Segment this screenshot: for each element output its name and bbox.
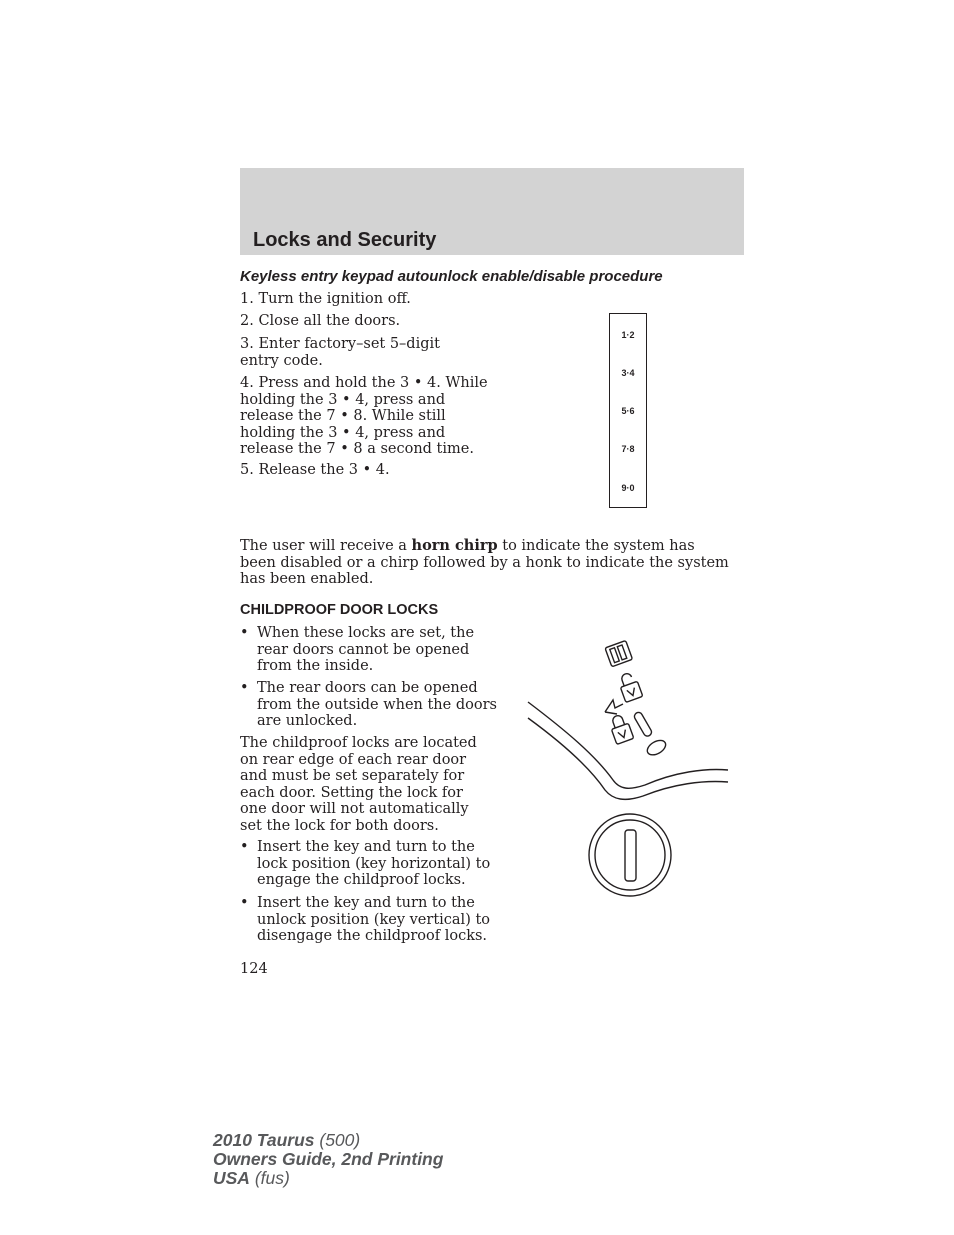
bullet-text: The rear doors can be opened from the outside when the doors are unlocked. [257,680,497,729]
step-3: 3. Enter factory–set 5–digit entry code. [240,336,440,369]
bullet-text: When these locks are set, the rear doors cannot be opened from the inside. [257,625,475,674]
result-text-after: to indicate the system has been disabled or a chirp followed by a honk to indicate the system has been enabled. [240,538,729,587]
bullet-text: Insert the key and turn to the lock position (key horizontal) to engage the childproof locks. [257,839,491,888]
bullet-text: Insert the key and turn to the unlock position (key vertical) to disengage the childproof locks. [257,895,491,944]
footer-model-name: 2010 Taurus [213,1130,315,1150]
bullet-dot: • [240,839,249,855]
lock-cylinder-icon [589,814,671,896]
section-header-band [240,168,744,255]
step-2: 2. Close all the doors. [240,313,401,329]
childproof-body: The childproof locks are located on rear edge of each rear door and must be set separately for each door. Setting the lock for one door will not automatically set the lock for both doors. [240,735,477,834]
footer-imprint [213,1131,443,1188]
footer-line-market [213,1169,443,1188]
bullet-dot: • [240,680,249,696]
footer-line-model [213,1131,443,1150]
result-paragraph [240,538,732,588]
footer-guide-edition: Owners Guide, 2nd Printing [213,1149,444,1169]
page-number: 124 [240,961,268,977]
keypad-key-5-6: 5·6 [621,406,635,416]
door-edge-inner-line [528,718,728,799]
step-5: 5. Release the 3 • 4. [240,462,390,478]
step-4: 4. Press and hold the 3 • 4. While holding the 3 • 4, press and release the 7 • 8. While still holding the 3 • 4, press and release the 7 • 8 a second time. [240,375,488,457]
result-text-bold: horn chirp [411,537,498,554]
keypad-procedure-heading: Keyless entry keypad autounlock enable/disable procedure [240,268,663,285]
step-1: 1. Turn the ignition off. [240,291,411,307]
childproof-heading: CHILDPROOF DOOR LOCKS [240,602,439,618]
section-title: Locks and Security [253,229,437,251]
keypad-key-3-4: 3·4 [621,368,635,378]
lock-padlock-icon [608,713,634,745]
bullet-dot: • [240,895,249,911]
keypad-key-1-2: 1·2 [621,330,635,340]
keypad-key-7-8: 7·8 [621,444,635,454]
unlock-padlock-icon [617,671,643,703]
bullet-dot: • [240,625,249,641]
direction-arrow-icon [605,700,623,714]
footer-model-code: (500) [314,1130,361,1150]
footer-line-guide [213,1150,443,1169]
key-slot-icon [628,708,668,758]
footer-market-code: (fus) [249,1168,290,1188]
keypad-illustration [609,313,647,508]
childproof-lock-illustration [525,640,735,905]
keypad-key-9-0: 9·0 [621,483,635,493]
result-text-before: The user will receive a [240,538,412,554]
door-edge-outer-line [528,702,728,788]
child-icon [605,640,633,666]
footer-market-name: USA [213,1168,250,1188]
